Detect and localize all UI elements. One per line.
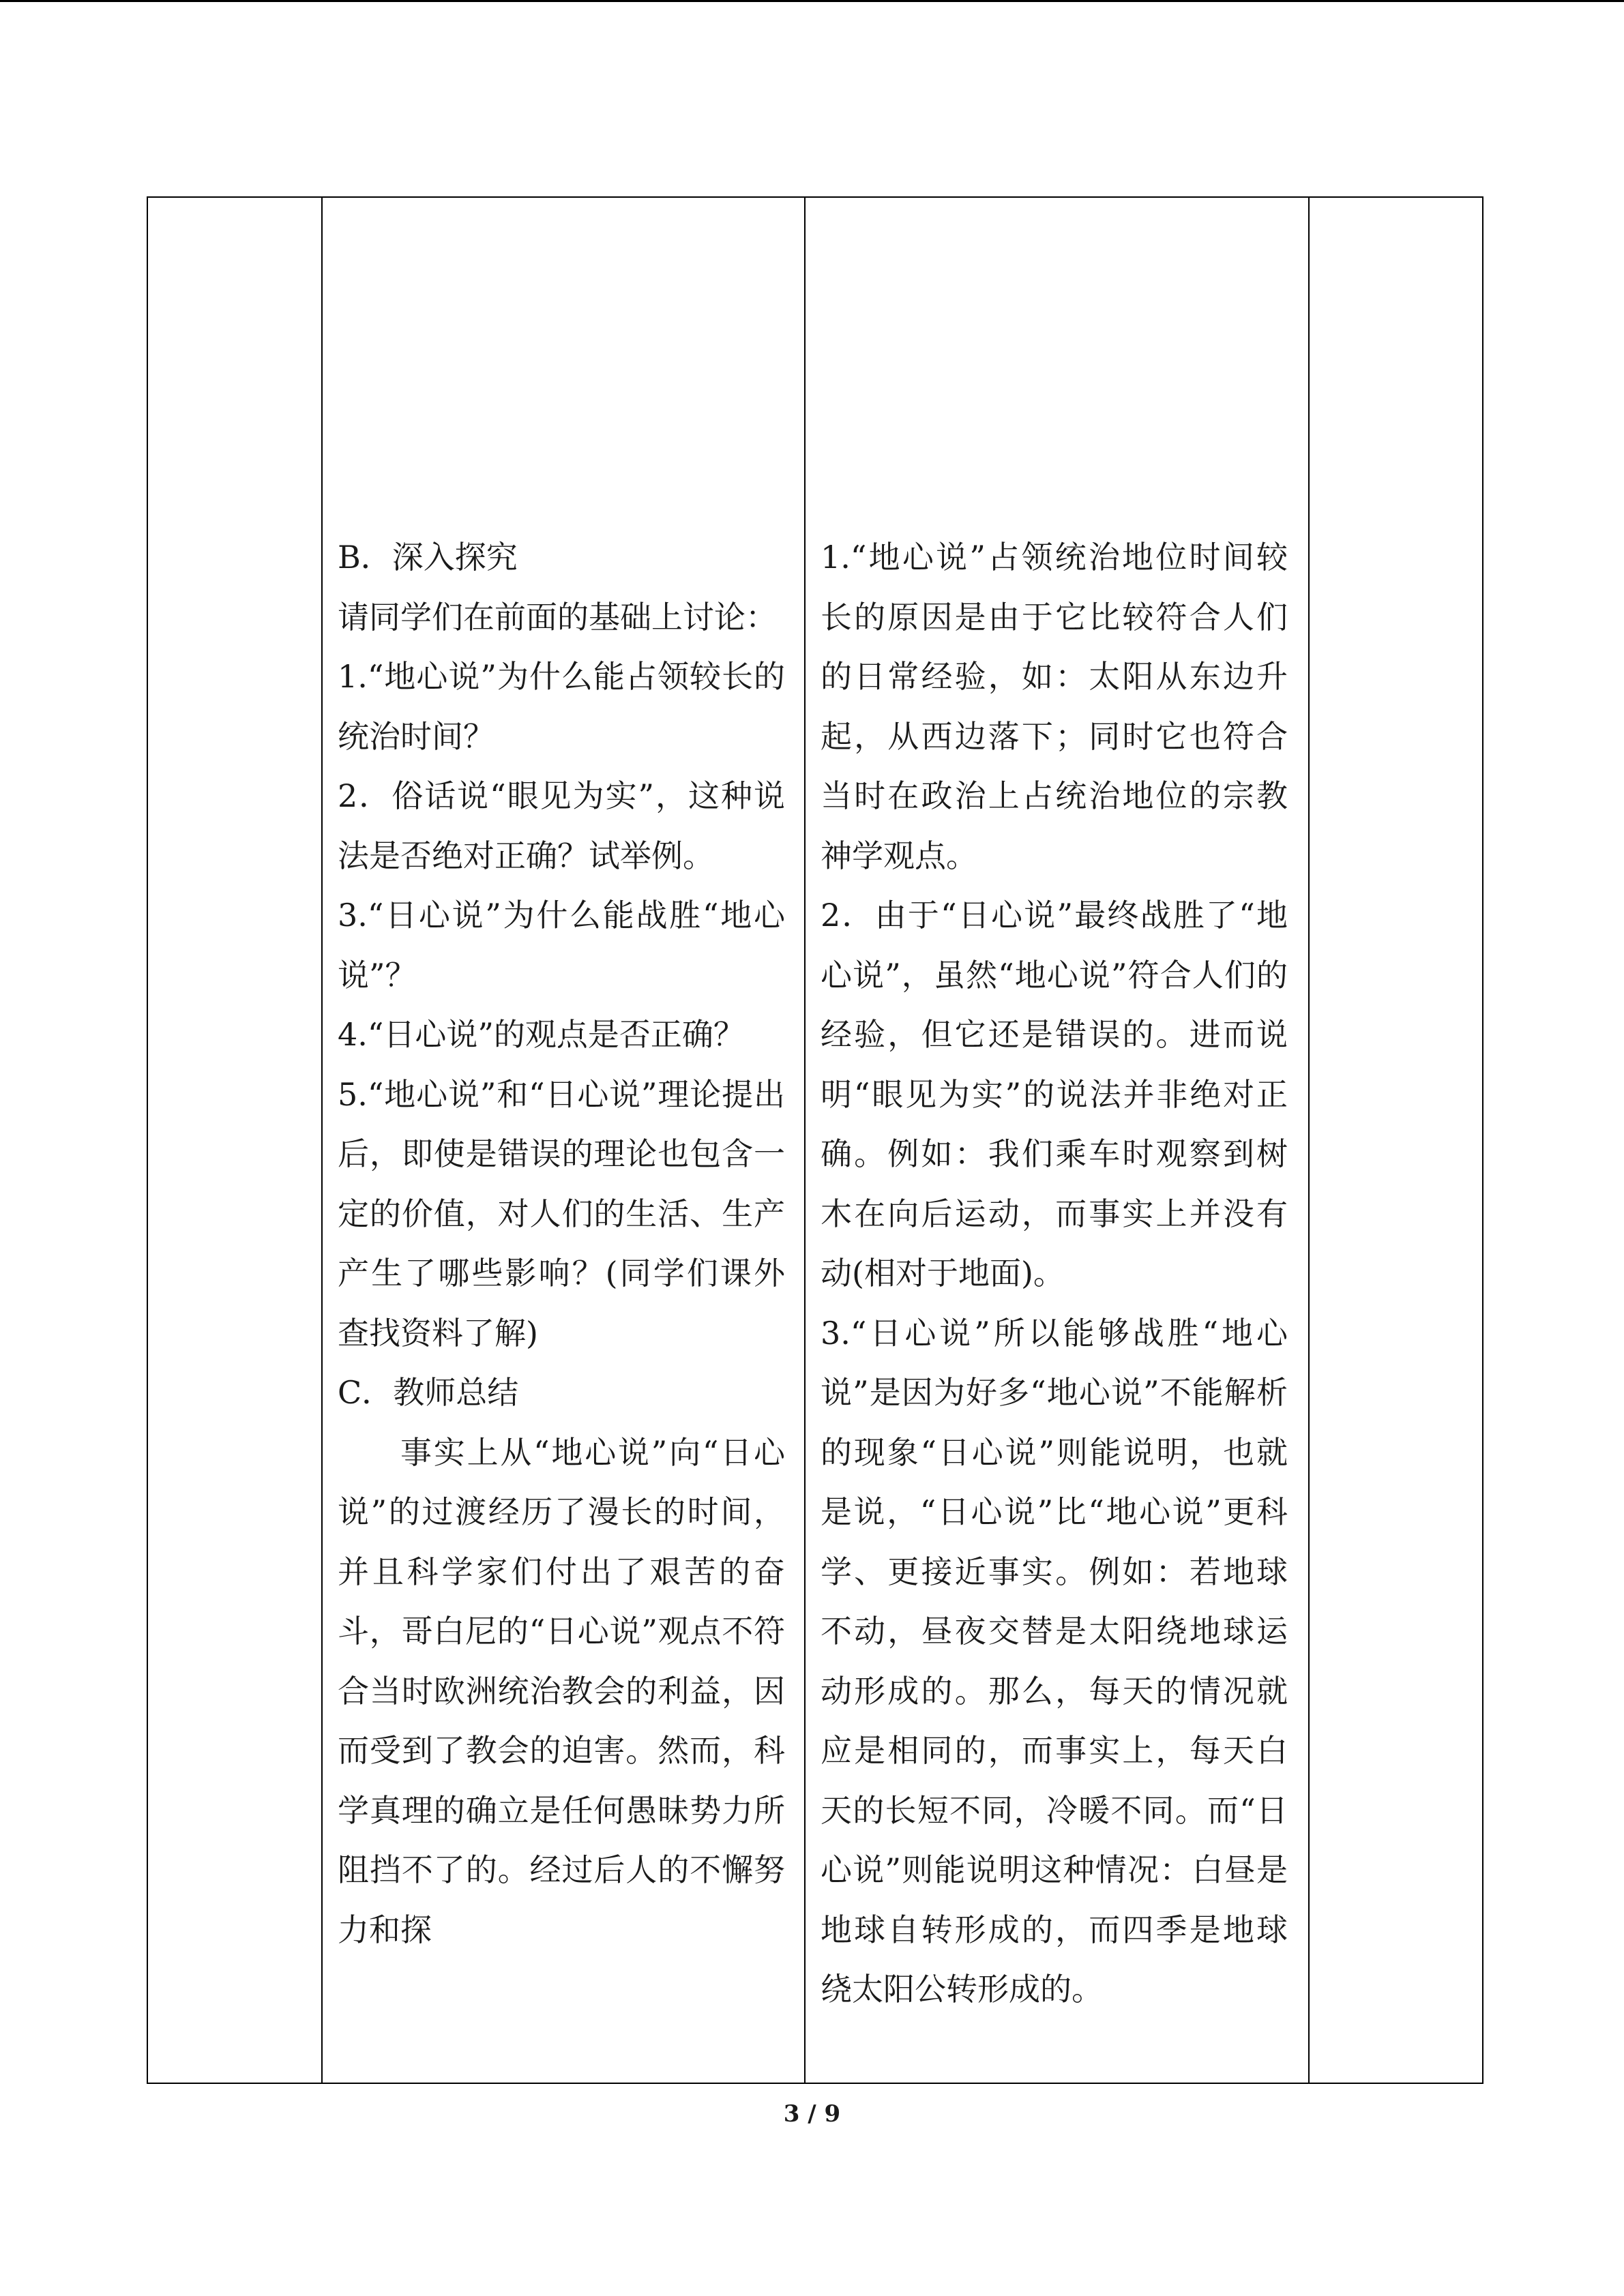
lesson-plan-table [147,196,1483,2084]
page-number: 3 / 9 [783,2100,841,2128]
answers-text [806,198,1308,2020]
question-item: 2．俗话说“眼见为实”，这种说法是否绝对正确？试举例。 [338,777,785,874]
top-border-line [0,0,1624,2]
answer-item: 1.“地心说”占领统治地位时间较长的原因是由于它比较符合人们的日常经验，如：太阳从东边升起，从西边落下；同时它也符合当时在政治上占统治地位的宗教神学观点。 [821,539,1288,874]
stage-column-cell [147,197,322,2083]
activities-text [323,198,804,1960]
teacher-summary: 事实上从“地心说”向“日心说”的过渡经历了漫长的时间，并且科学家们付出了艰苦的奋斗，哥白尼的“日心说”观点不符合当时欧洲统治教会的利益，因而受到了教会的迫害。然而，科学真理的确立是任何愚昧势力所阻挡不了的。经过后人的不懈努力和探 [338,1433,785,1948]
student-answers-cell [805,197,1309,2083]
answer-item: 3.“日心说”所以能够战胜“地心说”是因为好多“地心说”不能解析的现象“日心说”则能说明，也就是说，“日心说”比“地心说”更科学、更接近事实。例如：若地球不动，昼夜交替是太阳绕地球运动形成的。那么，每天的情况就应是相同的，而事实上，每天白天的长短不同，冷暖不同。而“日心说”则能说明这种情况：白昼是地球自转形成的，而四季是地球绕太阳公转形成的。 [821,1314,1288,2008]
table-row [147,197,1483,2083]
question-item: 4.“日心说”的观点是否正确？ [338,1016,745,1053]
answer-item: 2．由于“日心说”最终战胜了“地心说”，虽然“地心说”符合人们的经验，但它还是错误的。进而说明“眼见为实”的说法并非绝对正确。例如：我们乘车时观察到树木在向后运动，而事实上并没有动(相对于地面)。 [821,897,1288,1292]
question-item: 1.“地心说”为什么能占领较长的统治时间？ [338,658,785,755]
teaching-activities-cell [322,197,805,2083]
discussion-intro: 请同学们在前面的基础上讨论： [338,598,777,636]
section-b-title: B．深入探究 [338,539,518,576]
question-item: 3.“日心说”为什么能战胜“地心说”？ [338,897,785,994]
notes-column-cell [1309,197,1483,2083]
section-c-title: C．教师总结 [338,1374,519,1411]
question-item: 5.“地心说”和“日心说”理论提出后，即使是错误的理论也包含一定的价值，对人们的生活、生产产生了哪些影响？(同学们课外查找资料了解) [338,1075,785,1352]
